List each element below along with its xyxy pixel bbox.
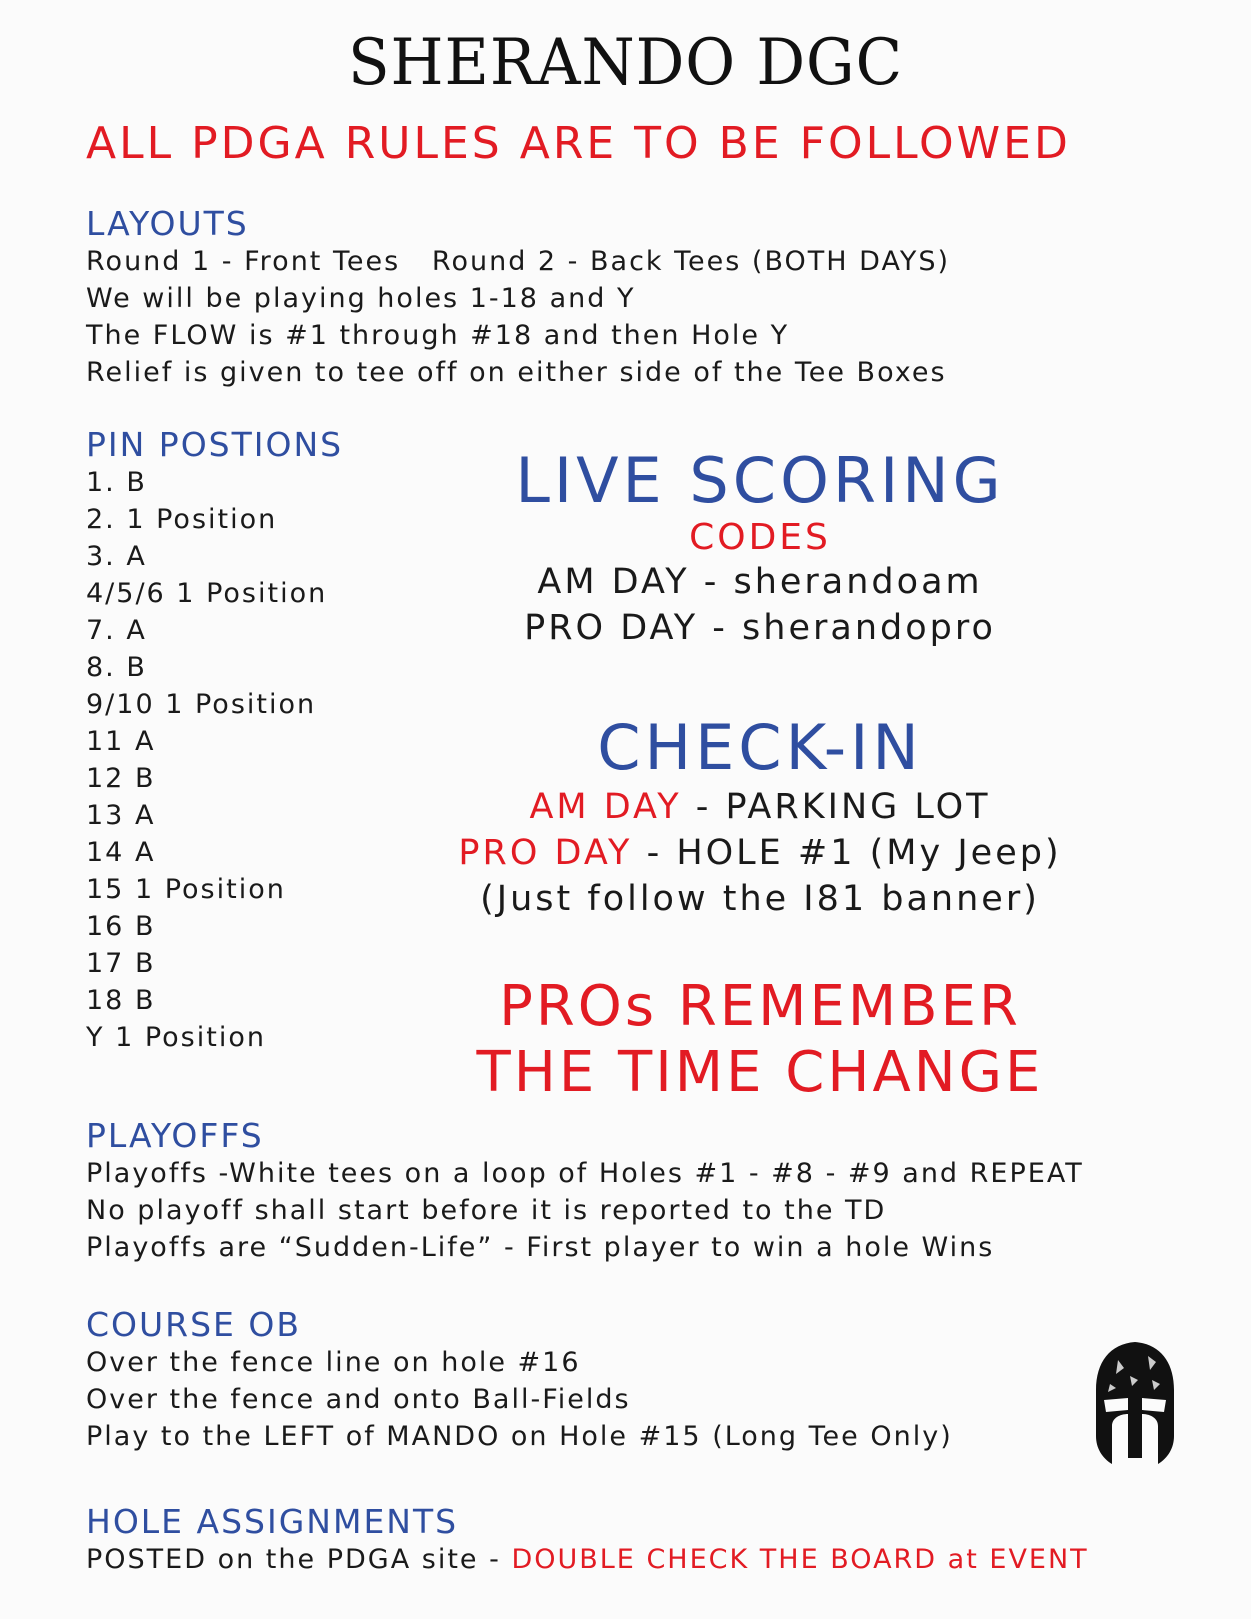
pin-positions-heading: PIN POSTIONS (86, 425, 344, 464)
pro-day-code: PRO DAY - sherandopro (524, 608, 996, 648)
pin-item: 12 B (86, 763, 156, 794)
check-in-pro-label: PRO DAY (458, 833, 633, 873)
pin-item: 18 B (86, 985, 156, 1016)
playoffs-line: No playoff shall start before it is reported to the TD (86, 1195, 887, 1226)
course-ob-line: Play to the LEFT of MANDO on Hole #15 (Long Tee Only) (86, 1421, 953, 1452)
playoffs-line: Playoffs -White tees on a loop of Holes #1 - #8 - #9 and REPEAT (86, 1158, 1084, 1189)
pin-item: 4/5/6 1 Position (86, 578, 328, 609)
hole-assignments-line (86, 1541, 1089, 1578)
pin-positions-section (86, 426, 343, 1056)
check-in-heading: CHECK-IN (597, 711, 923, 784)
reminder-line-1: PROs REMEMBER (499, 974, 1021, 1039)
am-day-code: AM DAY - sherandoam (537, 562, 983, 602)
check-in-am-label: AM DAY (529, 787, 682, 827)
pin-item: 17 B (86, 948, 156, 979)
hole-assignments-highlight: DOUBLE CHECK THE BOARD at EVENT (511, 1544, 1089, 1575)
course-ob-heading: COURSE OB (86, 1305, 302, 1344)
live-scoring-heading: LIVE SCORING (515, 444, 1005, 517)
pin-item: 11 A (86, 726, 156, 757)
check-in-block (430, 712, 1090, 922)
layouts-heading: LAYOUTS (86, 204, 249, 243)
pin-item: 1. B (86, 467, 147, 498)
rules-notice: ALL PDGA RULES ARE TO BE FOLLOWED (86, 118, 1071, 169)
playoffs-heading: PLAYOFFS (86, 1116, 264, 1155)
reminder-line-2: THE TIME CHANGE (476, 1040, 1044, 1105)
check-in-note: (Just follow the I81 banner) (480, 879, 1040, 919)
pin-item: 9/10 1 Position (86, 689, 317, 720)
layouts-section (86, 205, 950, 391)
layouts-line: The FLOW is #1 through #18 and then Hole Y (86, 320, 790, 351)
check-in-pro-value: - HOLE #1 (My Jeep) (632, 833, 1062, 873)
pin-item: 13 A (86, 800, 156, 831)
pin-item: 16 B (86, 911, 156, 942)
pin-item: 2. 1 Position (86, 504, 278, 535)
layouts-line: We will be playing holes 1-18 and Y (86, 283, 636, 314)
pin-item: 15 1 Position (86, 874, 286, 905)
check-in-pro (430, 830, 1090, 876)
codes-subheading: CODES (689, 517, 831, 558)
pin-item: 7. A (86, 615, 147, 646)
playoffs-section (86, 1117, 1084, 1266)
hole-assignments-heading: HOLE ASSIGNMENTS (86, 1502, 459, 1541)
pin-item: 3. A (86, 541, 147, 572)
time-change-reminder (430, 974, 1090, 1106)
playoffs-line: Playoffs are “Sudden-Life” - First player to win a hole Wins (86, 1232, 995, 1263)
page-title: SHERANDO DGC (347, 26, 904, 100)
check-in-am (430, 784, 1090, 830)
spartan-helmet-icon (1090, 1340, 1180, 1470)
course-ob-line: Over the fence and onto Ball-Fields (86, 1384, 631, 1415)
course-ob-section (86, 1306, 953, 1455)
hole-assignments-section (86, 1503, 1089, 1578)
layouts-line: Round 1 - Front Tees Round 2 - Back Tees (BOTH DAYS) (86, 246, 950, 277)
pin-item: 8. B (86, 652, 147, 683)
pin-item: 14 A (86, 837, 156, 868)
live-scoring-block (430, 445, 1090, 651)
course-ob-line: Over the fence line on hole #16 (86, 1347, 581, 1378)
pin-item: Y 1 Position (86, 1022, 266, 1053)
hole-assignments-text: POSTED on the PDGA site - (86, 1544, 512, 1575)
check-in-am-value: - PARKING LOT (681, 787, 991, 827)
layouts-line: Relief is given to tee off on either side of the Tee Boxes (86, 357, 947, 388)
